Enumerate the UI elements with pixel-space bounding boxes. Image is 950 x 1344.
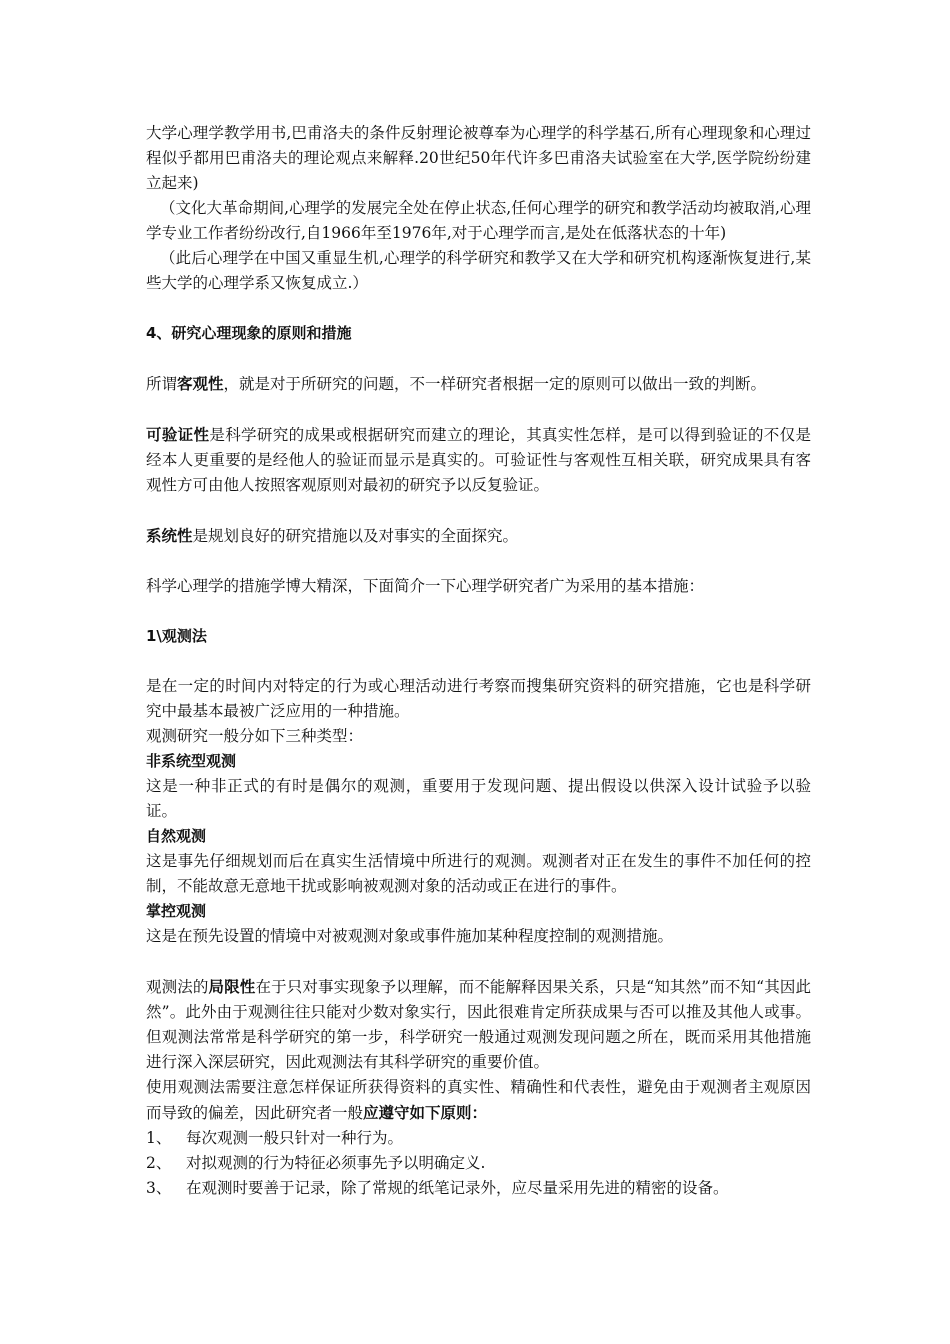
history-paragraph-3: （此后心理学在中国又重显生机,心理学的科学研究和教学又在大学和研究机构逐渐恢复进行,某些大学的心理学系又恢复成立.） [146,249,811,292]
limitation-term: 局限性 [208,977,256,996]
objectivity-term: 客观性 [177,374,224,393]
objectivity-text: ，就是对于所研究的问题，不一样研究者根据一定的原则可以做出一致的判断。 [223,375,767,393]
type-2-desc: 这是事先仔细规划而后在真实生活情境中所进行的观测。观测者对正在发生的事件不加任何的控制，不能故意无意地干扰或影响被观测对象的活动或正在进行的事件。 [146,852,811,895]
principles-term: 应遵守如下原则： [363,1103,488,1122]
observation-definition: 是在一定的时间内对特定的行为或心理活动进行考察而搜集研究资料的研究措施，它也是科学研究中最基本最被广泛应用的一种措施。 [146,677,811,720]
principle-number: 2、 [146,1154,172,1172]
verifiability-term: 可验证性 [146,425,210,444]
type-1-desc: 这是一种非正式的有时是偶尔的观测，重要用于发现问题、提出假设以供深入设计试验予以验证。 [146,777,811,820]
principle-text: 每次观测一般只针对一种行为。 [186,1129,404,1147]
principle-text: 对拟观测的行为特征必须事先予以明确定义. [186,1154,486,1172]
history-paragraph-1: 大学心理学教学用书,巴甫洛夫的条件反射理论被尊奉为心理学的科学基石,所有心理现象和心理过程似乎都用巴甫洛夫的理论观点来解释.20世纪50年代许多巴甫洛夫试验室在大学,医学院纷纷建立起来) [146,124,811,192]
limitation-paragraph [146,974,811,1075]
principle-number: 1、 [146,1129,172,1147]
observation-types-intro: 观测研究一般分如下三种类型： [146,727,364,745]
type-3-desc: 这是在预先设置的情境中对被观测对象或事件施加某种程度控制的观测措施。 [146,927,674,945]
principles-prefix: 使用观测法需要注意怎样保证所获得资料的真实性、精确性和代表性，避免由于观测者主观原因而导致的偏差，因此研究者一般 [146,1078,811,1122]
limitation-prefix: 观测法的 [146,978,209,996]
section-4-heading: 4、研究心理现象的原则和措施 [146,324,352,342]
methods-intro: 科学心理学的措施学博大精深，下面简介一下心理学研究者广为采用的基本措施： [146,577,705,595]
verifiability-text: 是科学研究的成果或根据研究而建立的理论，其真实性怎样，是可以得到验证的不仅是经本人更重要的是经他人的验证而显示是真实的。可验证性与客观性互相关联，研究成果具有客观性方可由他人按照客观原则对最初的研究予以反复验证。 [146,426,811,494]
principle-item [146,1126,811,1151]
principle-item [146,1151,811,1176]
verifiability-paragraph [146,422,811,498]
observation-heading: 1\观测法 [146,627,207,645]
limitation-text: 在于只对事实现象予以理解，而不能解释因果关系，只是“知其然”而不知“其因此然”。此外由于观测往往只能对少数对象实行，因此很难肯定所获成果与否可以推及其他人或事。但观测法常常是科学研究的第一步，科学研究一般通过观测发现问题之所在，既而采用其他措施进行深入深层研究，因此观测法有其科学研究的重要价值。 [146,978,811,1071]
principles-paragraph [146,1075,811,1126]
systematic-term: 系统性 [146,526,193,545]
type-2-name: 自然观测 [146,827,207,845]
systematic-text: 是规划良好的研究措施以及对事实的全面探究。 [192,527,519,545]
principle-text: 在观测时要善于记录，除了常规的纸笔记录外，应尽量采用先进的精密的设备。 [186,1179,729,1197]
objectivity-paragraph [146,371,811,397]
type-1-name: 非系统型观测 [146,752,237,770]
systematic-paragraph [146,523,811,549]
principle-item [146,1176,811,1201]
principle-number: 3、 [146,1179,172,1197]
document-body [146,121,811,1201]
history-paragraph-2: （文化大革命期间,心理学的发展完全处在停止状态,任何心理学的研究和教学活动均被取消,心理学专业工作者纷纷改行,自1966年至1976年,对于心理学而言,是处在低落状态的十年) [146,199,811,242]
objectivity-prefix: 所谓 [146,375,178,393]
type-3-name: 掌控观测 [146,902,207,920]
